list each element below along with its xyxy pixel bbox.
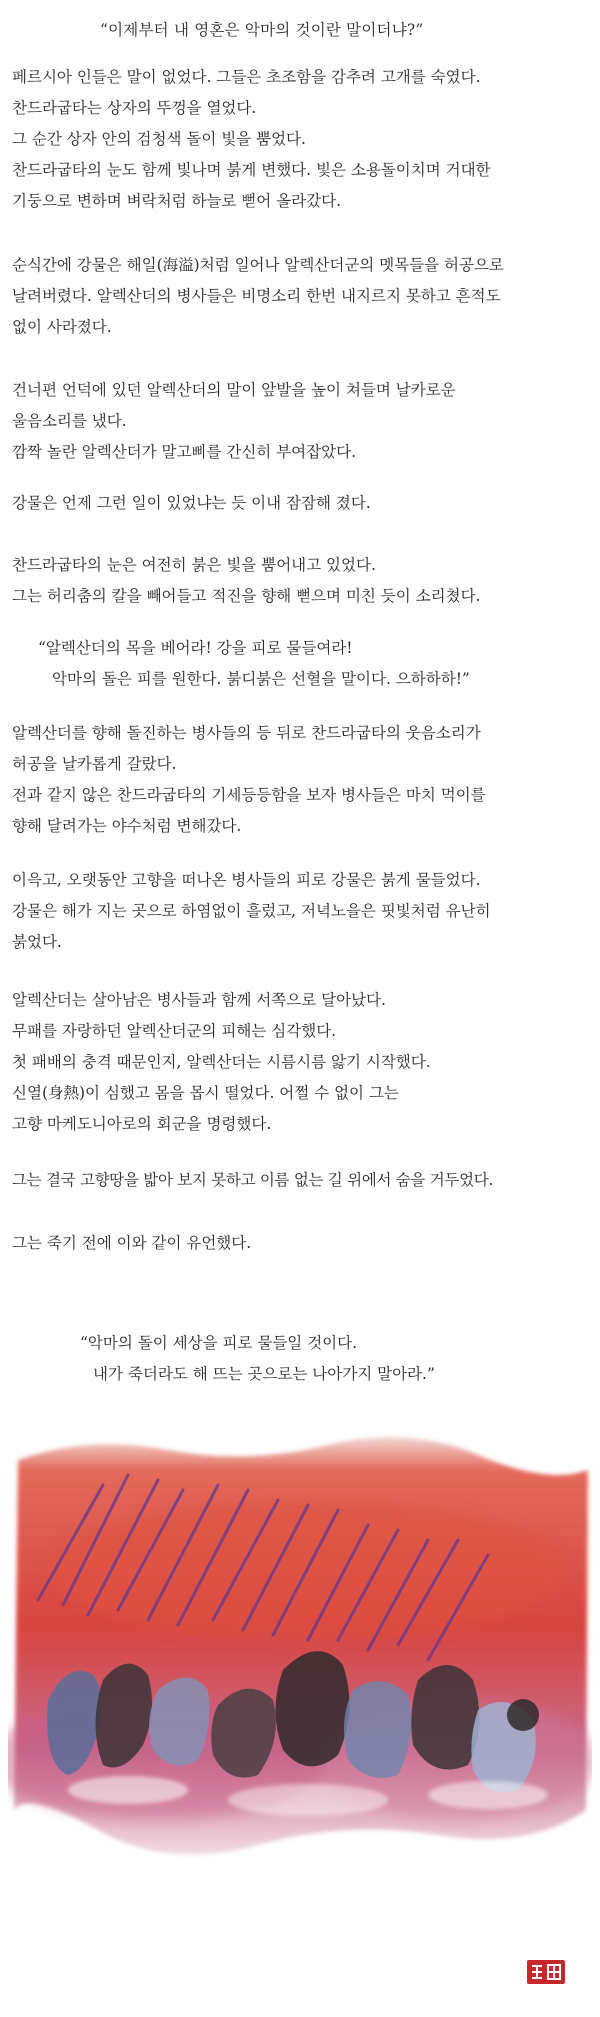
text-line: 페르시아 인들은 말이 없었다. 그들은 초조함을 감추려 고개를 숙였다. <box>12 68 481 86</box>
text-line: 이윽고, 오랫동안 고향을 떠나온 병사들의 피로 강물은 붉게 물들었다. <box>12 871 481 889</box>
text-line: 기둥으로 변하며 벼락처럼 하늘로 뻗어 올라갔다. <box>12 192 342 210</box>
text-line: 찬드라굽타는 상자의 뚜껑을 열었다. <box>12 99 257 117</box>
quote-line: 내가 죽더라도 해 뜨는 곳으로는 나아가지 말아라.” <box>93 1365 435 1383</box>
text-line: 그는 죽기 전에 이와 같이 유언했다. <box>12 1234 252 1252</box>
text-line: 알렉산더를 향해 돌진하는 병사들의 등 뒤로 찬드라굽타의 웃음소리가 <box>12 724 481 742</box>
quote-line: “악마의 돌이 세상을 피로 물들일 것이다. <box>80 1334 358 1352</box>
text-line: 붉었다. <box>12 933 62 951</box>
text-line: 날려버렸다. 알렉산더의 병사들은 비명소리 한번 내지르지 못하고 흔적도 <box>12 287 501 305</box>
paragraph-9 <box>12 1165 592 1196</box>
text-line: 고향 마케도니아로의 회군을 명령했다. <box>12 1115 272 1133</box>
paragraph-1 <box>12 62 592 217</box>
paragraph-6 <box>12 718 592 842</box>
text-line: 찬드라굽타의 눈은 여전히 붉은 빛을 뿜어내고 있었다. <box>12 556 376 574</box>
text-line: 그는 허리춤의 칼을 빼어들고 적진을 향해 뻗으며 미친 듯이 소리쳤다. <box>12 587 481 605</box>
text-line: 강물은 해가 지는 곳으로 하염없이 흘렀고, 저녁노을은 핏빛처럼 유난히 <box>12 902 491 920</box>
text-line: 순식간에 강물은 해일(海溢)처럼 일어나 알렉산더군의 멧목들을 허공으로 <box>12 256 504 274</box>
text-line: 찬드라굽타의 눈도 함께 빛나며 붉게 변했다. 빛은 소용돌이치며 거대한 <box>12 161 491 179</box>
opening-quote: “이제부터 내 영혼은 악마의 것이란 말이더냐?” <box>100 21 424 39</box>
quote-line: 악마의 돌은 피를 원한다. 붉디붉은 선혈을 말이다. 으하하하!” <box>52 670 470 688</box>
text-line: 허공을 날카롭게 갈랐다. <box>12 755 177 773</box>
paragraph-5 <box>12 550 592 612</box>
final-quote <box>80 1328 435 1390</box>
text-line: 없이 사라졌다. <box>12 318 112 336</box>
text-line: 전과 같지 않은 찬드라굽타의 기세등등함을 보자 병사들은 마치 먹이를 <box>12 786 486 804</box>
text-line: 알렉산더는 살아남은 병사들과 함께 서쪽으로 달아났다. <box>12 991 386 1009</box>
text-line: 무패를 자랑하던 알렉산더군의 피해는 심각했다. <box>12 1022 337 1040</box>
paragraph-8 <box>12 985 592 1140</box>
text-line: 첫 패배의 충격 때문인지, 알렉산더는 시름시름 앓기 시작했다. <box>12 1053 431 1071</box>
paragraph-3 <box>12 375 592 468</box>
paragraph-4 <box>12 488 592 519</box>
text-line: 신열(身熱)이 심했고 몸을 몹시 떨었다. 어쩔 수 없이 그는 <box>12 1084 399 1102</box>
paragraph-2 <box>12 250 592 343</box>
battle-quote <box>38 633 470 695</box>
paragraph-7 <box>12 865 592 958</box>
red-artist-seal-icon <box>526 1958 566 1986</box>
text-line: 그는 결국 고향땅을 밟아 보지 못하고 이름 없는 길 위에서 숨을 거두었다. <box>12 1171 494 1189</box>
battle-painting <box>8 1430 592 1870</box>
text-line: 그 순간 상자 안의 검청색 돌이 빛을 뿜었다. <box>12 130 306 148</box>
text-line: 건너편 언덕에 있던 알렉산더의 말이 앞발을 높이 쳐들며 날카로운 <box>12 381 456 399</box>
quote-line: “알렉산더의 목을 베어라! 강을 피로 물들여라! <box>38 639 353 657</box>
text-line: 울음소리를 냈다. <box>12 412 127 430</box>
paragraph-10 <box>12 1228 592 1259</box>
text-line: 강물은 언제 그런 일이 있었냐는 듯 이내 잠잠해 졌다. <box>12 494 371 512</box>
text-line: 향해 달려가는 야수처럼 변해갔다. <box>12 817 242 835</box>
text-line: 깜짝 놀란 알렉산더가 말고삐를 간신히 부여잡았다. <box>12 443 356 461</box>
